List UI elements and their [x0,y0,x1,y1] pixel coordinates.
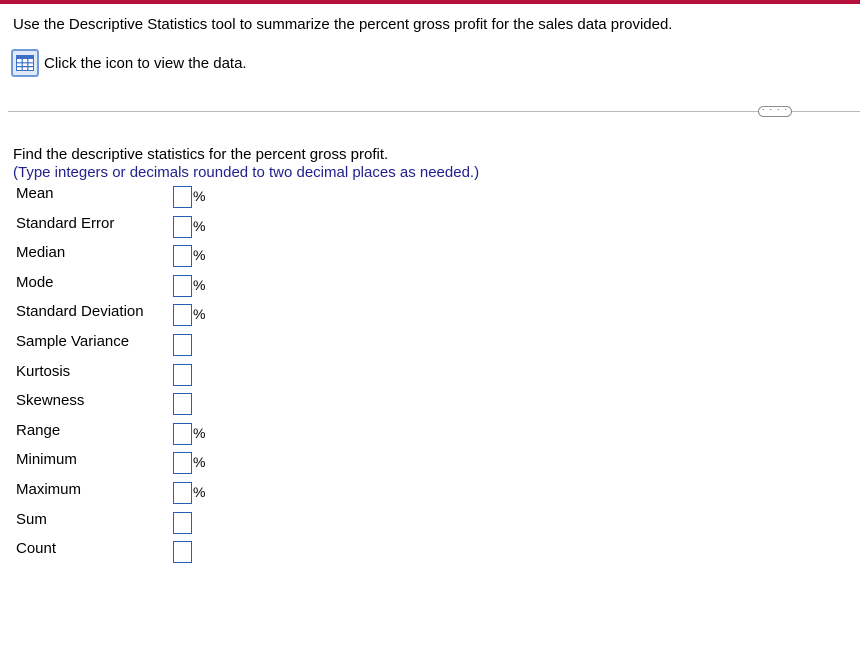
row-label: Mean [16,185,54,202]
skewness-input[interactable] [173,393,192,415]
row-label: Range [16,421,61,439]
table-grid-icon-graphic [16,55,34,71]
table-grid-icon[interactable] [11,49,39,77]
percent-unit: % [193,188,206,204]
median-input[interactable] [173,245,192,267]
top-accent-bar [0,0,860,4]
ellipsis-icon: · · · · [761,104,789,114]
percent-unit: % [193,454,206,471]
percent-unit: % [193,247,206,264]
percent-unit: % [193,424,206,441]
percent-unit: % [193,276,206,293]
row-label: Skewness [16,392,85,410]
row-label: Sample Variance [16,332,130,350]
row-label: Standard Deviation [16,303,144,321]
prompt-text: Find the descriptive statistics for the percent gross profit. [13,146,389,163]
row-label: Kurtosis [16,362,71,380]
view-data-link[interactable] [11,47,247,79]
row-label: Standard Error [16,214,115,232]
count-input[interactable] [173,541,192,563]
more-options-button[interactable] [758,106,792,117]
standard-error-input[interactable] [173,216,192,238]
percent-unit: % [193,306,206,323]
row-label: Minimum [16,451,77,469]
range-input[interactable] [173,423,192,445]
row-label: Maximum [16,480,82,498]
sum-input[interactable] [173,512,192,534]
row-label: Sum [16,510,47,528]
question-text: Use the Descriptive Statistics tool to summarize the percent gross profit for the sales data provided. [13,16,673,33]
minimum-input[interactable] [173,452,192,474]
row-label: Median [16,244,66,262]
standard-deviation-input[interactable] [173,304,192,326]
row-label: Count [16,540,57,558]
mean-input[interactable] [173,186,192,208]
maximum-input[interactable] [173,482,192,504]
row-label: Mode [16,273,54,291]
percent-unit: % [193,217,206,234]
percent-unit: % [193,483,206,500]
rounding-instruction: (Type integers or decimals rounded to two decimal places as needed.) [13,164,480,181]
view-data-label[interactable]: Click the icon to view the data. [44,54,247,72]
section-divider [8,111,860,112]
sample-variance-input[interactable] [173,334,192,356]
mode-input[interactable] [173,275,192,297]
kurtosis-input[interactable] [173,364,192,386]
